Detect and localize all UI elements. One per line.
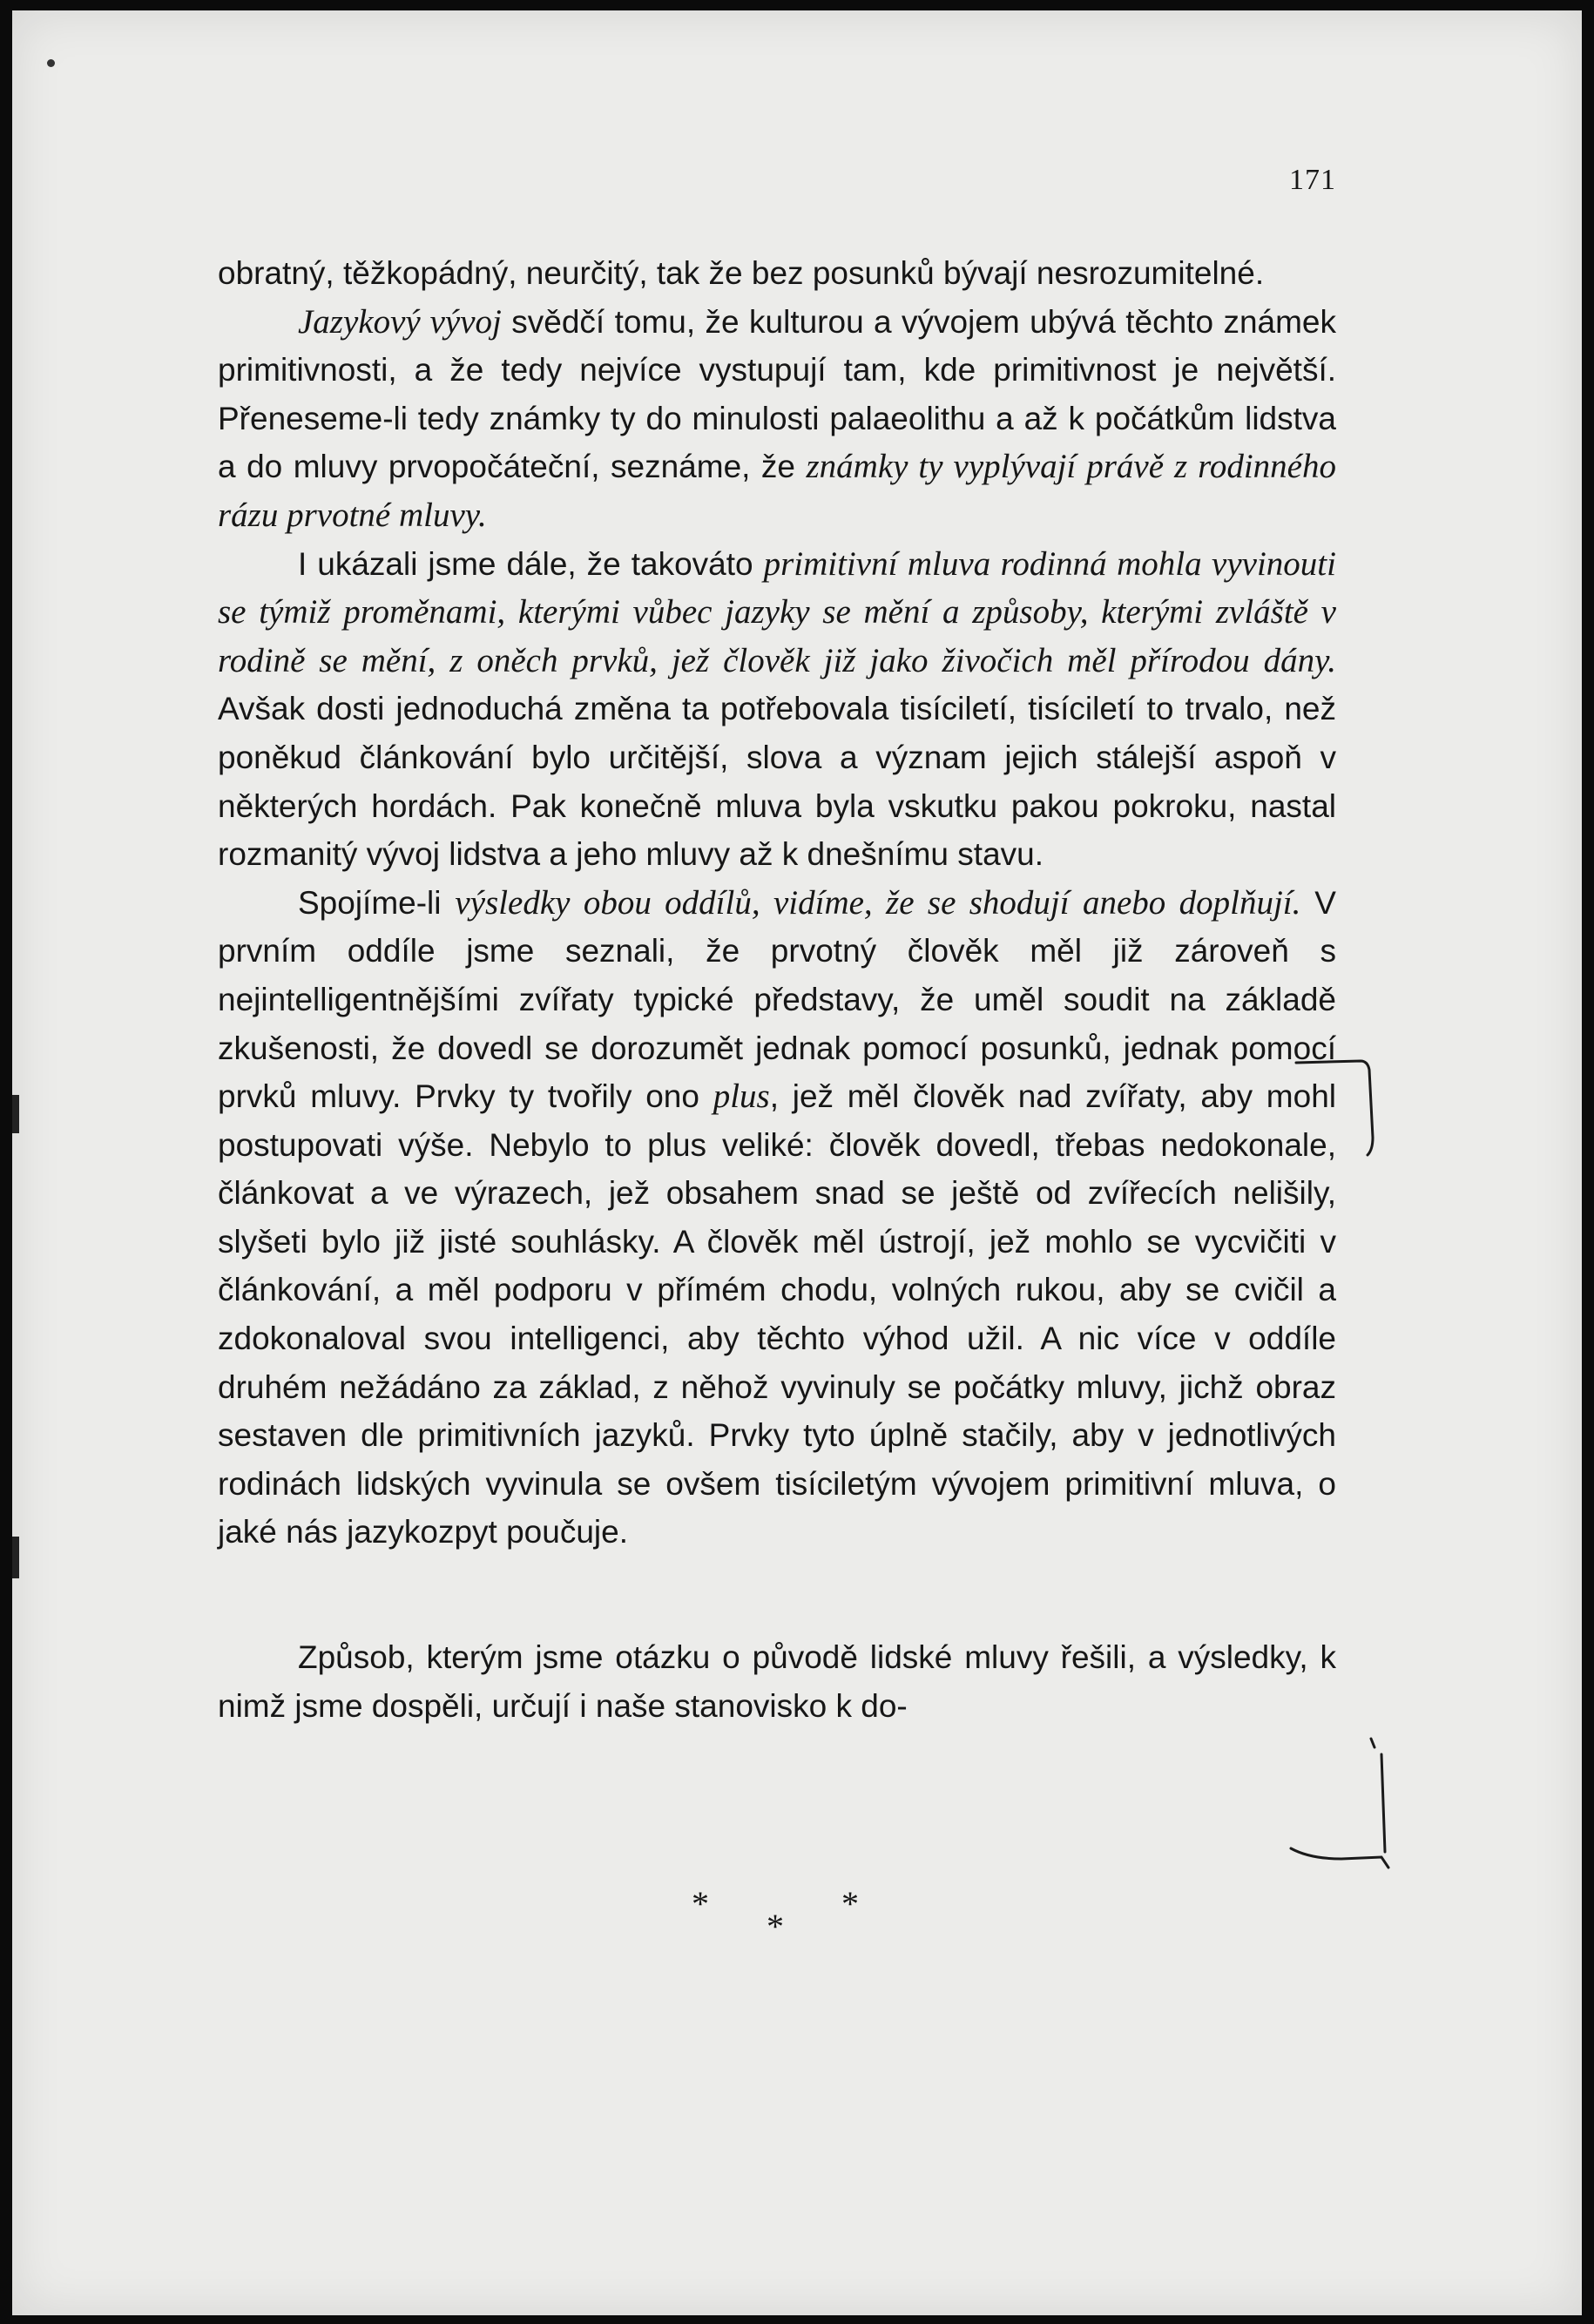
text-run: Způsob, kterým jsme otázku o původě lidské mluvy řešili, a výsledky, k nimž jsme dospěli, určují i naše stanovisko k do- <box>218 1639 1336 1724</box>
book-page <box>12 10 1582 2315</box>
text-run: V prvním oddíle jsme seznali, že prvotný člověk měl již zároveň s nejintelligentnějšími zvířaty typické představy, že uměl soudit na základě zkušenosti, že dovedl se dorozumět jednak pomocí posunků, jednak pomocí prvků mluvy. Prvky ty tvořily ono <box>218 884 1336 1115</box>
paragraph <box>218 1633 1336 1730</box>
text-run: obratný, těžkopádný, neurčitý, tak že bez posunků bývají nesrozumitelné. <box>218 255 1265 291</box>
asterisk-mark: * <box>767 1907 784 1946</box>
emphasis-text: plus <box>713 1078 770 1116</box>
text-run: Spojíme-li <box>298 884 456 921</box>
asterisk-mark: * <box>841 1884 859 1923</box>
paragraph <box>218 298 1336 540</box>
speck-mark <box>47 59 55 67</box>
margin-bracket-bottom <box>1284 1735 1397 1875</box>
text-run: svědčí tomu, že kulturou a vývojem ubývá těchto známek primitivnosti, a že tedy nejvíce vystupují tam, kde primitivnost je největší. Přeneseme-li tedy známky ty do minulosti palaeolithu a až k počátkům lidstva a do mluvy prvopočáteční, seznáme, že <box>218 303 1336 485</box>
page-number: 171 <box>1289 164 1336 196</box>
text-run: I ukázali jsme dále, že takováto <box>298 545 764 582</box>
asterisk-mark: * <box>692 1884 709 1923</box>
paragraph <box>218 249 1336 298</box>
edge-tick-mark <box>12 1095 19 1133</box>
edge-tick-mark <box>12 1537 19 1578</box>
text-run: Avšak dosti jednoduchá změna ta potřebovala tisíciletí, tisíciletí to trvalo, než poněkud článkování bylo určitější, slova a význam jejich stálejší aspoň v některých hordách. Pak konečně mluva byla vskutku pakou pokroku, nastal rozmanitý vývoj lidstva a jeho mluvy až k dnešnímu stavu. <box>218 691 1336 873</box>
emphasis-text: primitivní mluva rodinná mohla vyvinouti se týmiž proměnami, kterými vůbec jazyky se mění a způsoby, kterými zvláště v rodině se mění, z oněch prvků, jež člověk již jako živočich měl přírodou dány. <box>218 544 1336 679</box>
emphasis-text: známky ty vyplývají právě z rodinného rázu prvotné mluvy. <box>218 448 1336 534</box>
body-text <box>218 249 1336 1730</box>
section-separator <box>692 1883 875 1944</box>
paragraph <box>218 540 1336 879</box>
emphasis-text: výsledky obou oddílů, vidíme, že se shodují anebo doplňují. <box>455 883 1301 922</box>
paragraph <box>218 879 1336 1557</box>
margin-bracket-top <box>1293 1047 1388 1169</box>
text-run: , jež měl člověk nad zvířaty, aby mohl postupovati výše. Nebylo to plus veliké: člověk dovedl, třebas nedokonale, článkovat a ve výrazech, jež obsahem snad se ještě od zvířecích nelišily, slyšeti bylo již jisté souhlásky. A člověk měl ústrojí, jež mohlo se vycvičiti v článkování, a měl podporu v přímém chodu, volných rukou, aby se cvičil a zdokonaloval svou intelligenci, aby těchto výhod užil. A nic více v oddíle druhém nežádáno za základ, z něhož vyvinuly se počátky mluvy, jichž obraz sestaven dle primitivních jazyků. Prvky tyto úplně stačily, aby v jednotlivých rodinách lidských vyvinula se ovšem tisíciletým vývojem primitivní mluva, o jaké nás jazykozpyt poučuje. <box>218 1078 1336 1550</box>
emphasis-text: Jazykový vývoj <box>298 302 502 341</box>
